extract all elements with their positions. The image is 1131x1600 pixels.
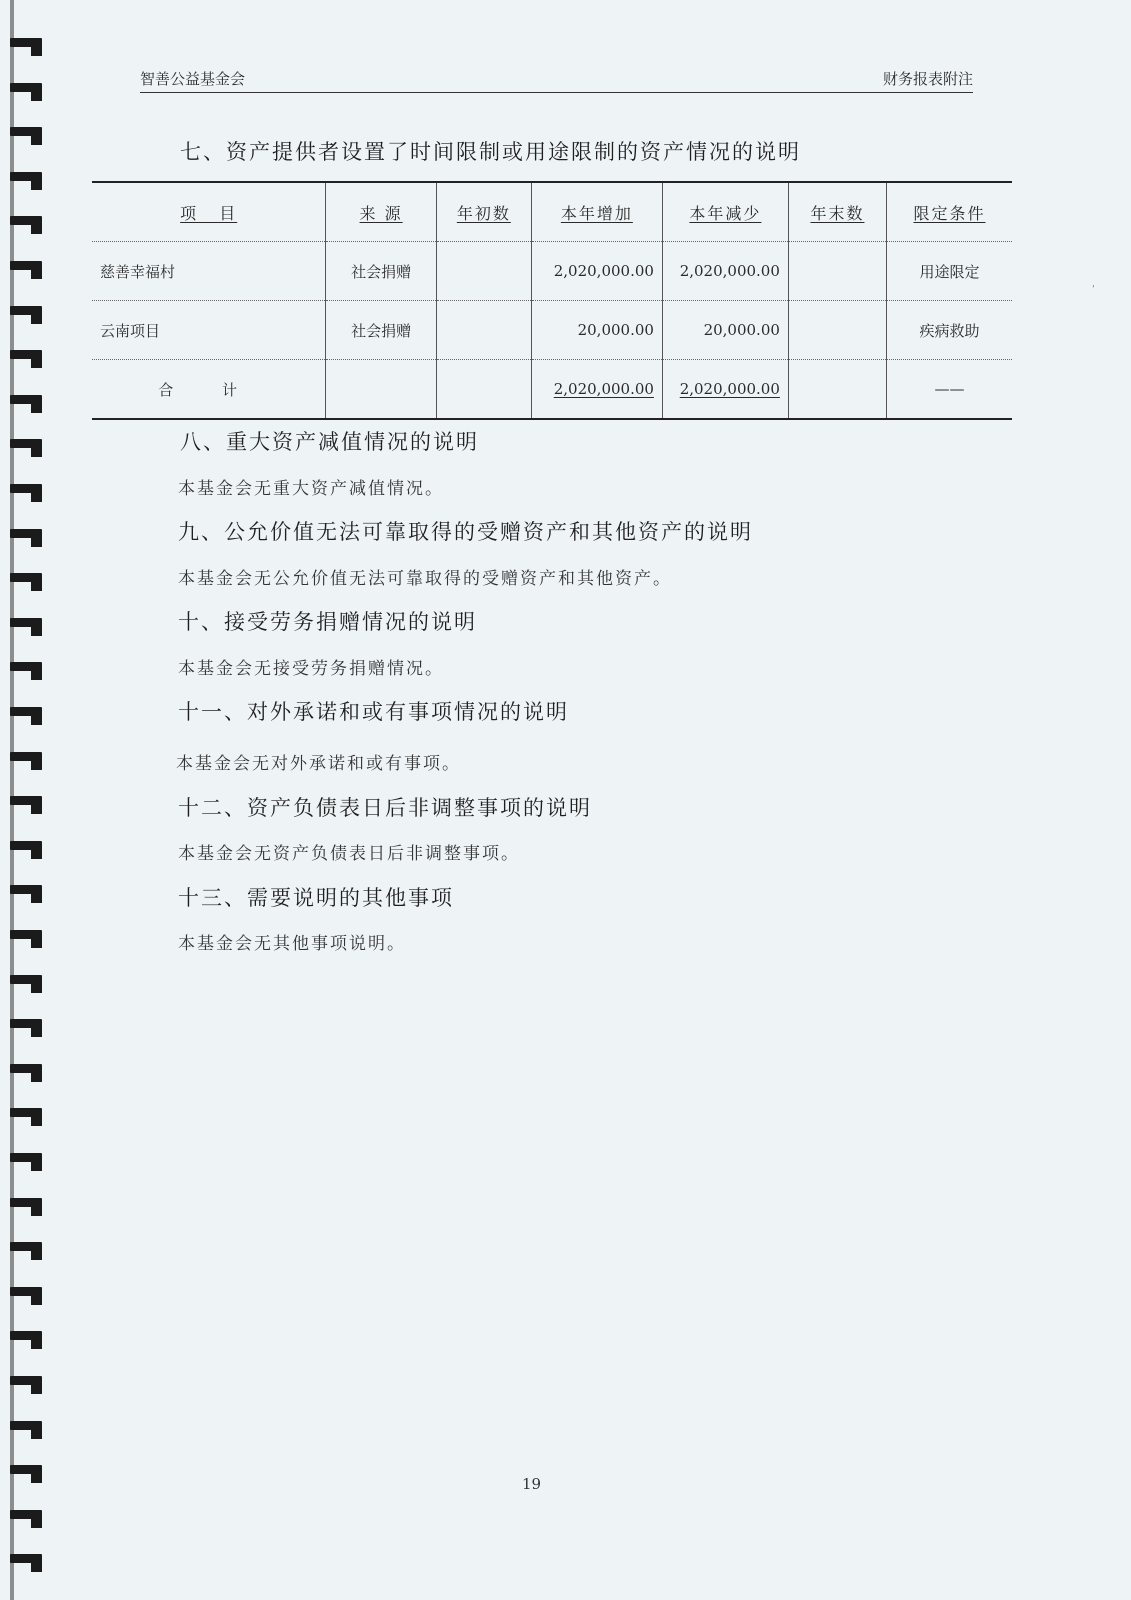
section-10-title: 十、接受劳务捐赠情况的说明 <box>178 610 477 634</box>
section-13-body: 本基金会无其他事项说明。 <box>178 934 406 954</box>
table-row <box>92 242 1012 301</box>
binding-clip <box>10 1287 42 1305</box>
binding-clip <box>10 439 42 457</box>
binding-clip <box>10 350 42 368</box>
binding-clip <box>10 662 42 680</box>
section-9-body: 本基金会无公允价值无法可靠取得的受赠资产和其他资产。 <box>178 569 672 589</box>
table-row <box>92 301 1012 360</box>
table-header-row <box>92 182 1012 242</box>
cell-total-source <box>326 360 436 420</box>
cell-increase: 20,000.00 <box>531 301 662 360</box>
binding-clip <box>10 1198 42 1216</box>
binding-clip <box>10 261 42 279</box>
binding-clip <box>10 1019 42 1037</box>
cell-decrease: 20,000.00 <box>662 301 788 360</box>
section-12-title: 十二、资产负债表日后非调整事项的说明 <box>178 796 592 820</box>
cell-item: 云南项目 <box>100 321 161 340</box>
spiral-binding <box>0 0 46 1600</box>
binding-clip <box>10 172 42 190</box>
binding-clip <box>10 1153 42 1171</box>
binding-clip <box>10 306 42 324</box>
section-8-body: 本基金会无重大资产减值情况。 <box>178 479 444 499</box>
col-header-begin: 年初数 <box>436 182 531 242</box>
binding-clip <box>10 618 42 636</box>
page-header <box>140 68 973 93</box>
binding-clip <box>10 1421 42 1439</box>
binding-clip <box>10 707 42 725</box>
binding-clip <box>10 38 42 56</box>
section-8-title: 八、重大资产减值情况的说明 <box>180 430 479 454</box>
col-header-condition: 限定条件 <box>886 182 1012 242</box>
cell-condition: 疾病救助 <box>886 301 1012 360</box>
cell-decrease: 2,020,000.00 <box>662 242 788 301</box>
header-report-name: 财务报表附注 <box>882 70 973 88</box>
cell-total-begin <box>436 360 531 420</box>
header-organization: 智善公益基金会 <box>140 70 246 88</box>
binding-clip <box>10 529 42 547</box>
cell-begin <box>436 301 531 360</box>
binding-clip <box>10 885 42 903</box>
binding-clip <box>10 796 42 814</box>
binding-clip <box>10 841 42 859</box>
binding-clip <box>10 1242 42 1260</box>
section-12-body: 本基金会无资产负债表日后非调整事项。 <box>178 844 520 864</box>
col-header-source: 来 源 <box>326 182 436 242</box>
page-number: 19 <box>522 1475 542 1493</box>
section-11-body: 本基金会无对外承诺和或有事项。 <box>176 754 461 774</box>
binding-clip <box>10 1510 42 1528</box>
binding-clip <box>10 484 42 502</box>
cell-source: 社会捐赠 <box>326 242 436 301</box>
binding-clip <box>10 1465 42 1483</box>
cell-total-increase: 2,020,000.00 <box>531 360 662 420</box>
restricted-assets-table <box>92 181 1012 420</box>
cell-begin <box>436 242 531 301</box>
cell-increase: 2,020,000.00 <box>531 242 662 301</box>
binding-clip <box>10 573 42 591</box>
col-header-item: 项 目 <box>180 203 238 223</box>
binding-clip <box>10 83 42 101</box>
cell-source: 社会捐赠 <box>326 301 436 360</box>
col-header-increase: 本年增加 <box>531 182 662 242</box>
col-header-end: 年末数 <box>788 182 886 242</box>
cell-end <box>788 301 886 360</box>
binding-clip <box>10 1376 42 1394</box>
binding-clip <box>10 1108 42 1126</box>
cell-total-decrease: 2,020,000.00 <box>662 360 788 420</box>
cell-total-end <box>788 360 886 420</box>
scan-artifact: ʹ <box>1092 285 1095 296</box>
cell-condition: 用途限定 <box>886 242 1012 301</box>
binding-clip <box>10 127 42 145</box>
binding-clip <box>10 975 42 993</box>
section-7-title: 七、资产提供者设置了时间限制或用途限制的资产情况的说明 <box>180 140 801 164</box>
col-header-decrease: 本年减少 <box>662 182 788 242</box>
binding-clip <box>10 752 42 770</box>
section-9-title: 九、公允价值无法可靠取得的受赠资产和其他资产的说明 <box>178 520 753 544</box>
binding-clip <box>10 1064 42 1082</box>
binding-clip <box>10 1554 42 1572</box>
cell-item: 慈善幸福村 <box>100 262 176 281</box>
binding-clip <box>10 216 42 234</box>
cell-total-condition: —— <box>886 360 1012 420</box>
binding-clip <box>10 395 42 413</box>
cell-end <box>788 242 886 301</box>
section-10-body: 本基金会无接受劳务捐赠情况。 <box>178 659 444 679</box>
binding-clip <box>10 930 42 948</box>
section-13-title: 十三、需要说明的其他事项 <box>178 886 454 910</box>
section-11-title: 十一、对外承诺和或有事项情况的说明 <box>178 700 569 724</box>
binding-clip <box>10 1331 42 1349</box>
table-total-row <box>92 360 1012 420</box>
cell-total-label: 合 计 <box>158 380 260 399</box>
